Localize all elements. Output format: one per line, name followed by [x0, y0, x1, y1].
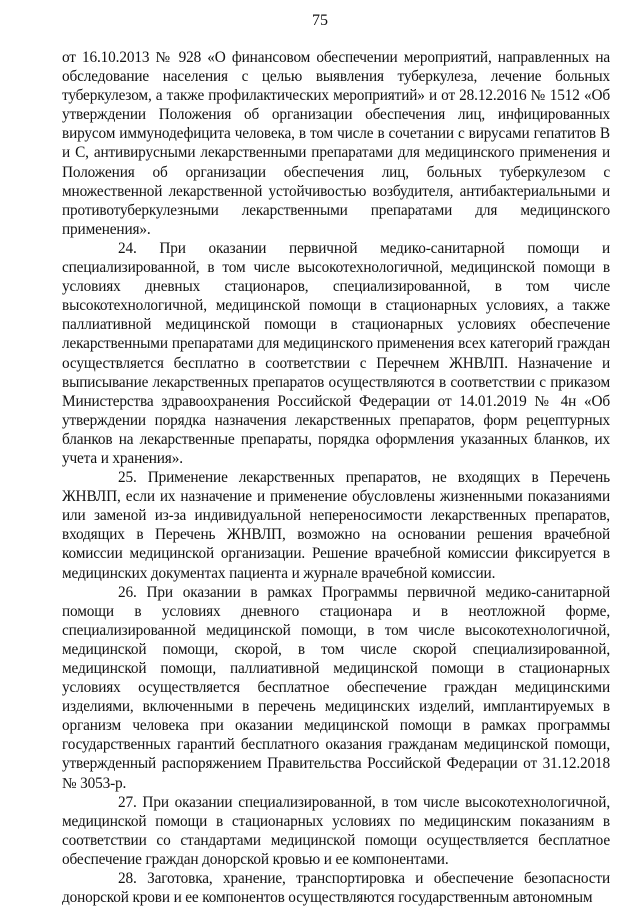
paragraph-26: 26. При оказании в рамках Программы первичной медико-санитарной помощи в условиях дневного стационара и в неотложной форме, специализированной медицинской помощи, в том числе высокотехнологичной, медицинской помощи, скорой, в том числе скорой специализированной, медицинской помощи, паллиативной медицинской помощи в стационарных условиях осуществляется бесплатное обеспечение граждан медицинскими изделиями, включенными в перечень медицинских изделий, имплантируемых в организм человека при оказании медицинской помощи в рамках программы государственных гарантий бесплатного оказания гражданам медицинской помощи, утвержденный распоряжением Правительства Российской Федерации от 31.12.2018 № 3053-р.: [62, 583, 610, 792]
page-number: 75: [312, 12, 328, 29]
paragraph-27: 27. При оказании специализированной, в том числе высокотехнологичной, медицинской помощи в стационарных условиях по медицинским показаниям в соответствии со стандартами медицинской помощи осуществляется бесплатное обеспечение граждан донорской кровью и ее компонентами.: [62, 793, 610, 868]
paragraph-25: 25. Применение лекарственных препаратов, не входящих в Перечень ЖНВЛП, если их назначение и применение обусловлены жизненными показаниями или заменой из-за индивидуальной непереносимости лекарственных препаратов, входящих в Перечень ЖНВЛП, возможно на основании решения врачебной комиссии медицинской организации. Решение врачебной комиссии фиксируется в медицинских документах пациента и журнале врачебной комиссии.: [62, 469, 610, 582]
paragraph-continuation: от 16.10.2013 № 928 «О финансовом обеспечении мероприятий, направленных на обследование населения с целью выявления туберкулеза, лечение больных туберкулезом, а также профилактических мероприятий» и от 28.12.2016 № 1512 «Об утверждении Положения об организации обеспечения лиц, инфицированных вирусом иммунодефицита человека, в том числе в сочетании с вирусами гепатитов В и С, антивирусными лекарственными препаратами для медицинского применения и Положения об организации обеспечения лиц, больных туберкулезом с множественной лекарственной устойчивостью возбудителя, антибактериальными и противотуберкулезными лекарственными препаратами для медицинского применения».: [62, 49, 610, 238]
paragraph-28: 28. Заготовка, хранение, транспортировка и обеспечение безопасности донорской крови и ее компонентов осуществляются государственным автономным: [62, 870, 610, 907]
paragraph-24: 24. При оказании первичной медико-санитарной помощи и специализированной, в том числе высокотехнологичной, медицинской помощи в условиях дневных стационаров, специализированной, в том числе высокотехнологичной, медицинской помощи в стационарных условиях, а также паллиативной медицинской помощи в стационарных условиях обеспечение лекарственными препаратами для медицинского применения всех категорий граждан осуществляется бесплатно в соответствии с Перечнем ЖНВЛП. Назначение и выписывание лекарственных препаратов осуществляются в соответствии с приказом Министерства здравоохранения Российской Федерации от 14.01.2019 № 4н «Об утверждении порядка назначения лекарственных препаратов, форм рецептурных бланков на лекарственные препараты, порядка оформления указанных бланков, их учета и хранения».: [62, 239, 610, 467]
document-body: [62, 48, 610, 907]
